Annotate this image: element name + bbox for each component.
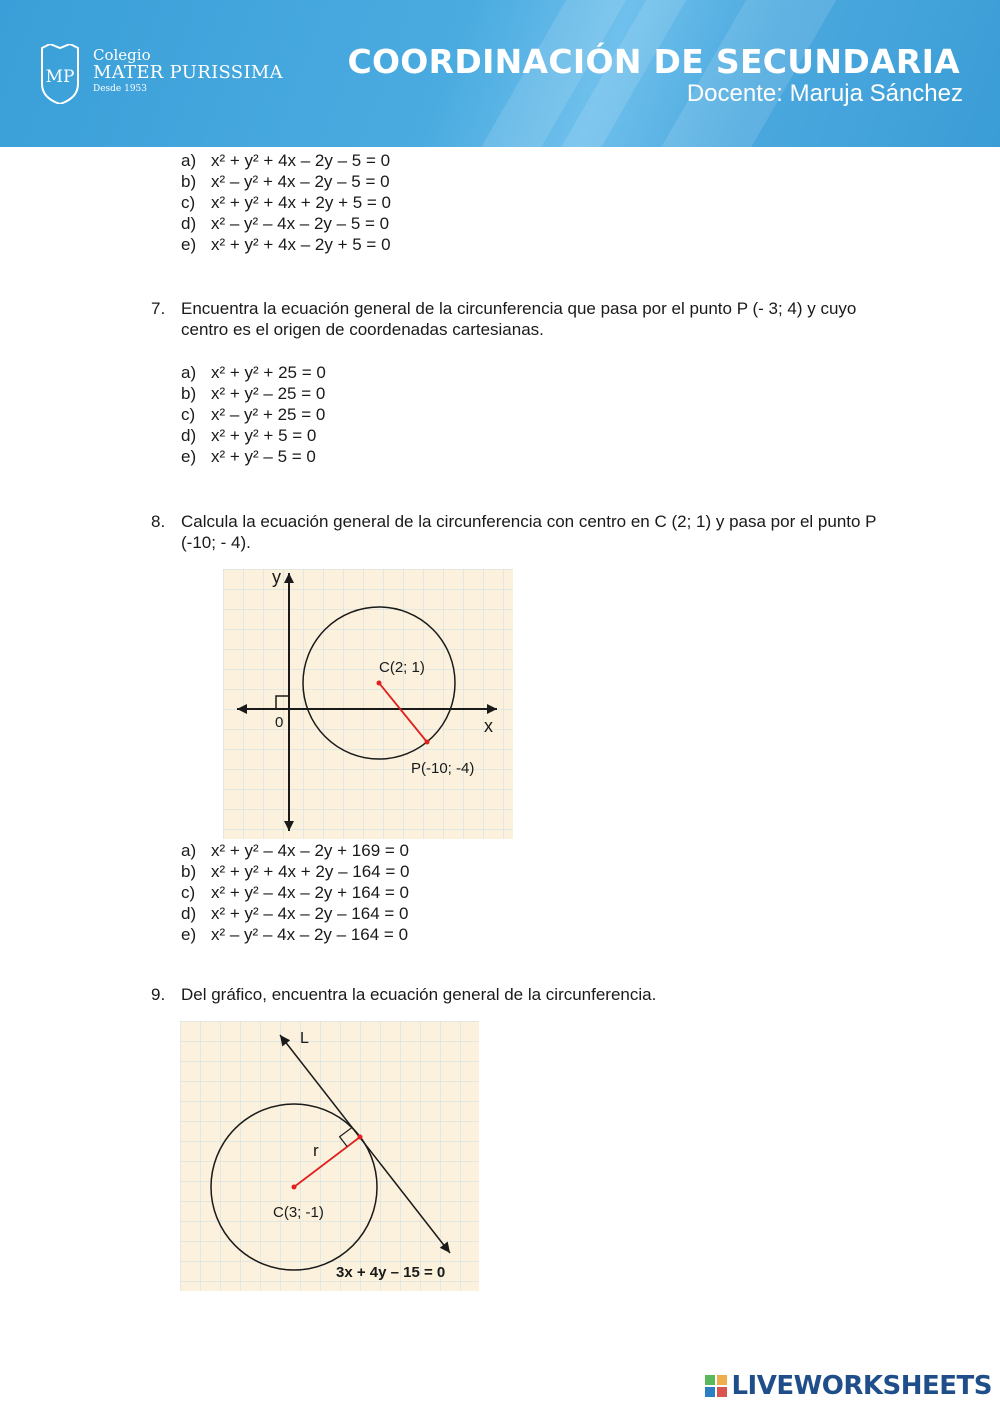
y-axis-label: y — [272, 569, 281, 587]
logo-mark-text: MP — [45, 67, 75, 87]
tangent-point — [358, 1135, 363, 1140]
grid-lines — [223, 569, 513, 839]
radius-label: r — [313, 1141, 319, 1160]
q7-option-a: a) x² + y² + 25 = 0 — [181, 363, 326, 382]
q8-option-e: e) x² – y² – 4x – 2y – 164 = 0 — [181, 925, 409, 944]
question-text: Del gráfico, encuentra la ecuación general de la circunferencia. — [181, 985, 657, 1004]
question-text: Calcula la ecuación general de la circunferencia con centro en C (2; 1) y pasa por el punto P (-10; - 4). — [181, 512, 877, 552]
school-shield-icon — [40, 44, 80, 104]
q7-option-d: d) x² + y² + 5 = 0 — [181, 426, 317, 445]
page-header — [0, 0, 1000, 147]
school-name: MATER PURISSIMA — [93, 62, 283, 83]
q7-option-c: c) x² – y² + 25 = 0 — [181, 405, 326, 424]
question-number: 7. — [151, 299, 166, 318]
origin-label: 0 — [275, 714, 284, 731]
question-number: 8. — [151, 512, 166, 531]
q8-option-b: b) x² + y² + 4x + 2y – 164 = 0 — [181, 862, 410, 881]
q6-option-e: e) x² + y² + 4x – 2y + 5 = 0 — [181, 235, 391, 254]
x-axis-label: x — [484, 716, 493, 736]
q7-option-b: b) x² + y² – 25 = 0 — [181, 384, 326, 403]
q8-option-d: d) x² + y² – 4x – 2y – 164 = 0 — [181, 904, 409, 923]
point-p — [425, 740, 430, 745]
q8-option-a: a) x² + y² – 4x – 2y + 169 = 0 — [181, 841, 409, 860]
center-label: C(2; 1) — [379, 659, 425, 676]
center-label: C(3; -1) — [273, 1204, 324, 1221]
teacher-name: Docente: Maruja Sánchez — [686, 80, 963, 107]
q6-option-d: d) x² – y² – 4x – 2y – 5 = 0 — [181, 214, 390, 233]
q6-option-b: b) x² – y² + 4x – 2y – 5 = 0 — [181, 172, 390, 191]
question-text: Encuentra la ecuación general de la circunferencia que pasa por el punto P (- 3; 4) y cuyo centro es el origen de coordenadas cartesianas. — [181, 299, 857, 339]
liveworksheets-logo-icon — [705, 1375, 727, 1397]
school-since: Desde 1953 — [93, 84, 148, 94]
q6-option-c: c) x² + y² + 4x + 2y + 5 = 0 — [181, 193, 392, 212]
page-title: COORDINACIÓN DE SECUNDARIA — [347, 42, 960, 81]
q8-circle-figure — [223, 569, 513, 839]
footer-brand: LIVEWORKSHEETS — [731, 1371, 992, 1401]
school-logo-text — [93, 47, 283, 95]
center-point — [377, 681, 382, 686]
q7-option-e: e) x² + y² – 5 = 0 — [181, 447, 316, 466]
q6-option-a: a) x² + y² + 4x – 2y – 5 = 0 — [181, 151, 391, 170]
line-equation: 3x + 4y – 15 = 0 — [336, 1264, 446, 1281]
center-point — [292, 1185, 297, 1190]
point-label: P(-10; -4) — [411, 760, 475, 777]
liveworksheets-footer — [705, 1371, 992, 1401]
question-number: 9. — [151, 985, 166, 1004]
line-label: L — [300, 1030, 309, 1047]
grid-lines — [180, 1021, 479, 1291]
q8-option-c: c) x² + y² – 4x – 2y + 164 = 0 — [181, 883, 409, 902]
q9-tangent-figure — [180, 1021, 479, 1291]
school-small: Colegio — [93, 46, 151, 64]
